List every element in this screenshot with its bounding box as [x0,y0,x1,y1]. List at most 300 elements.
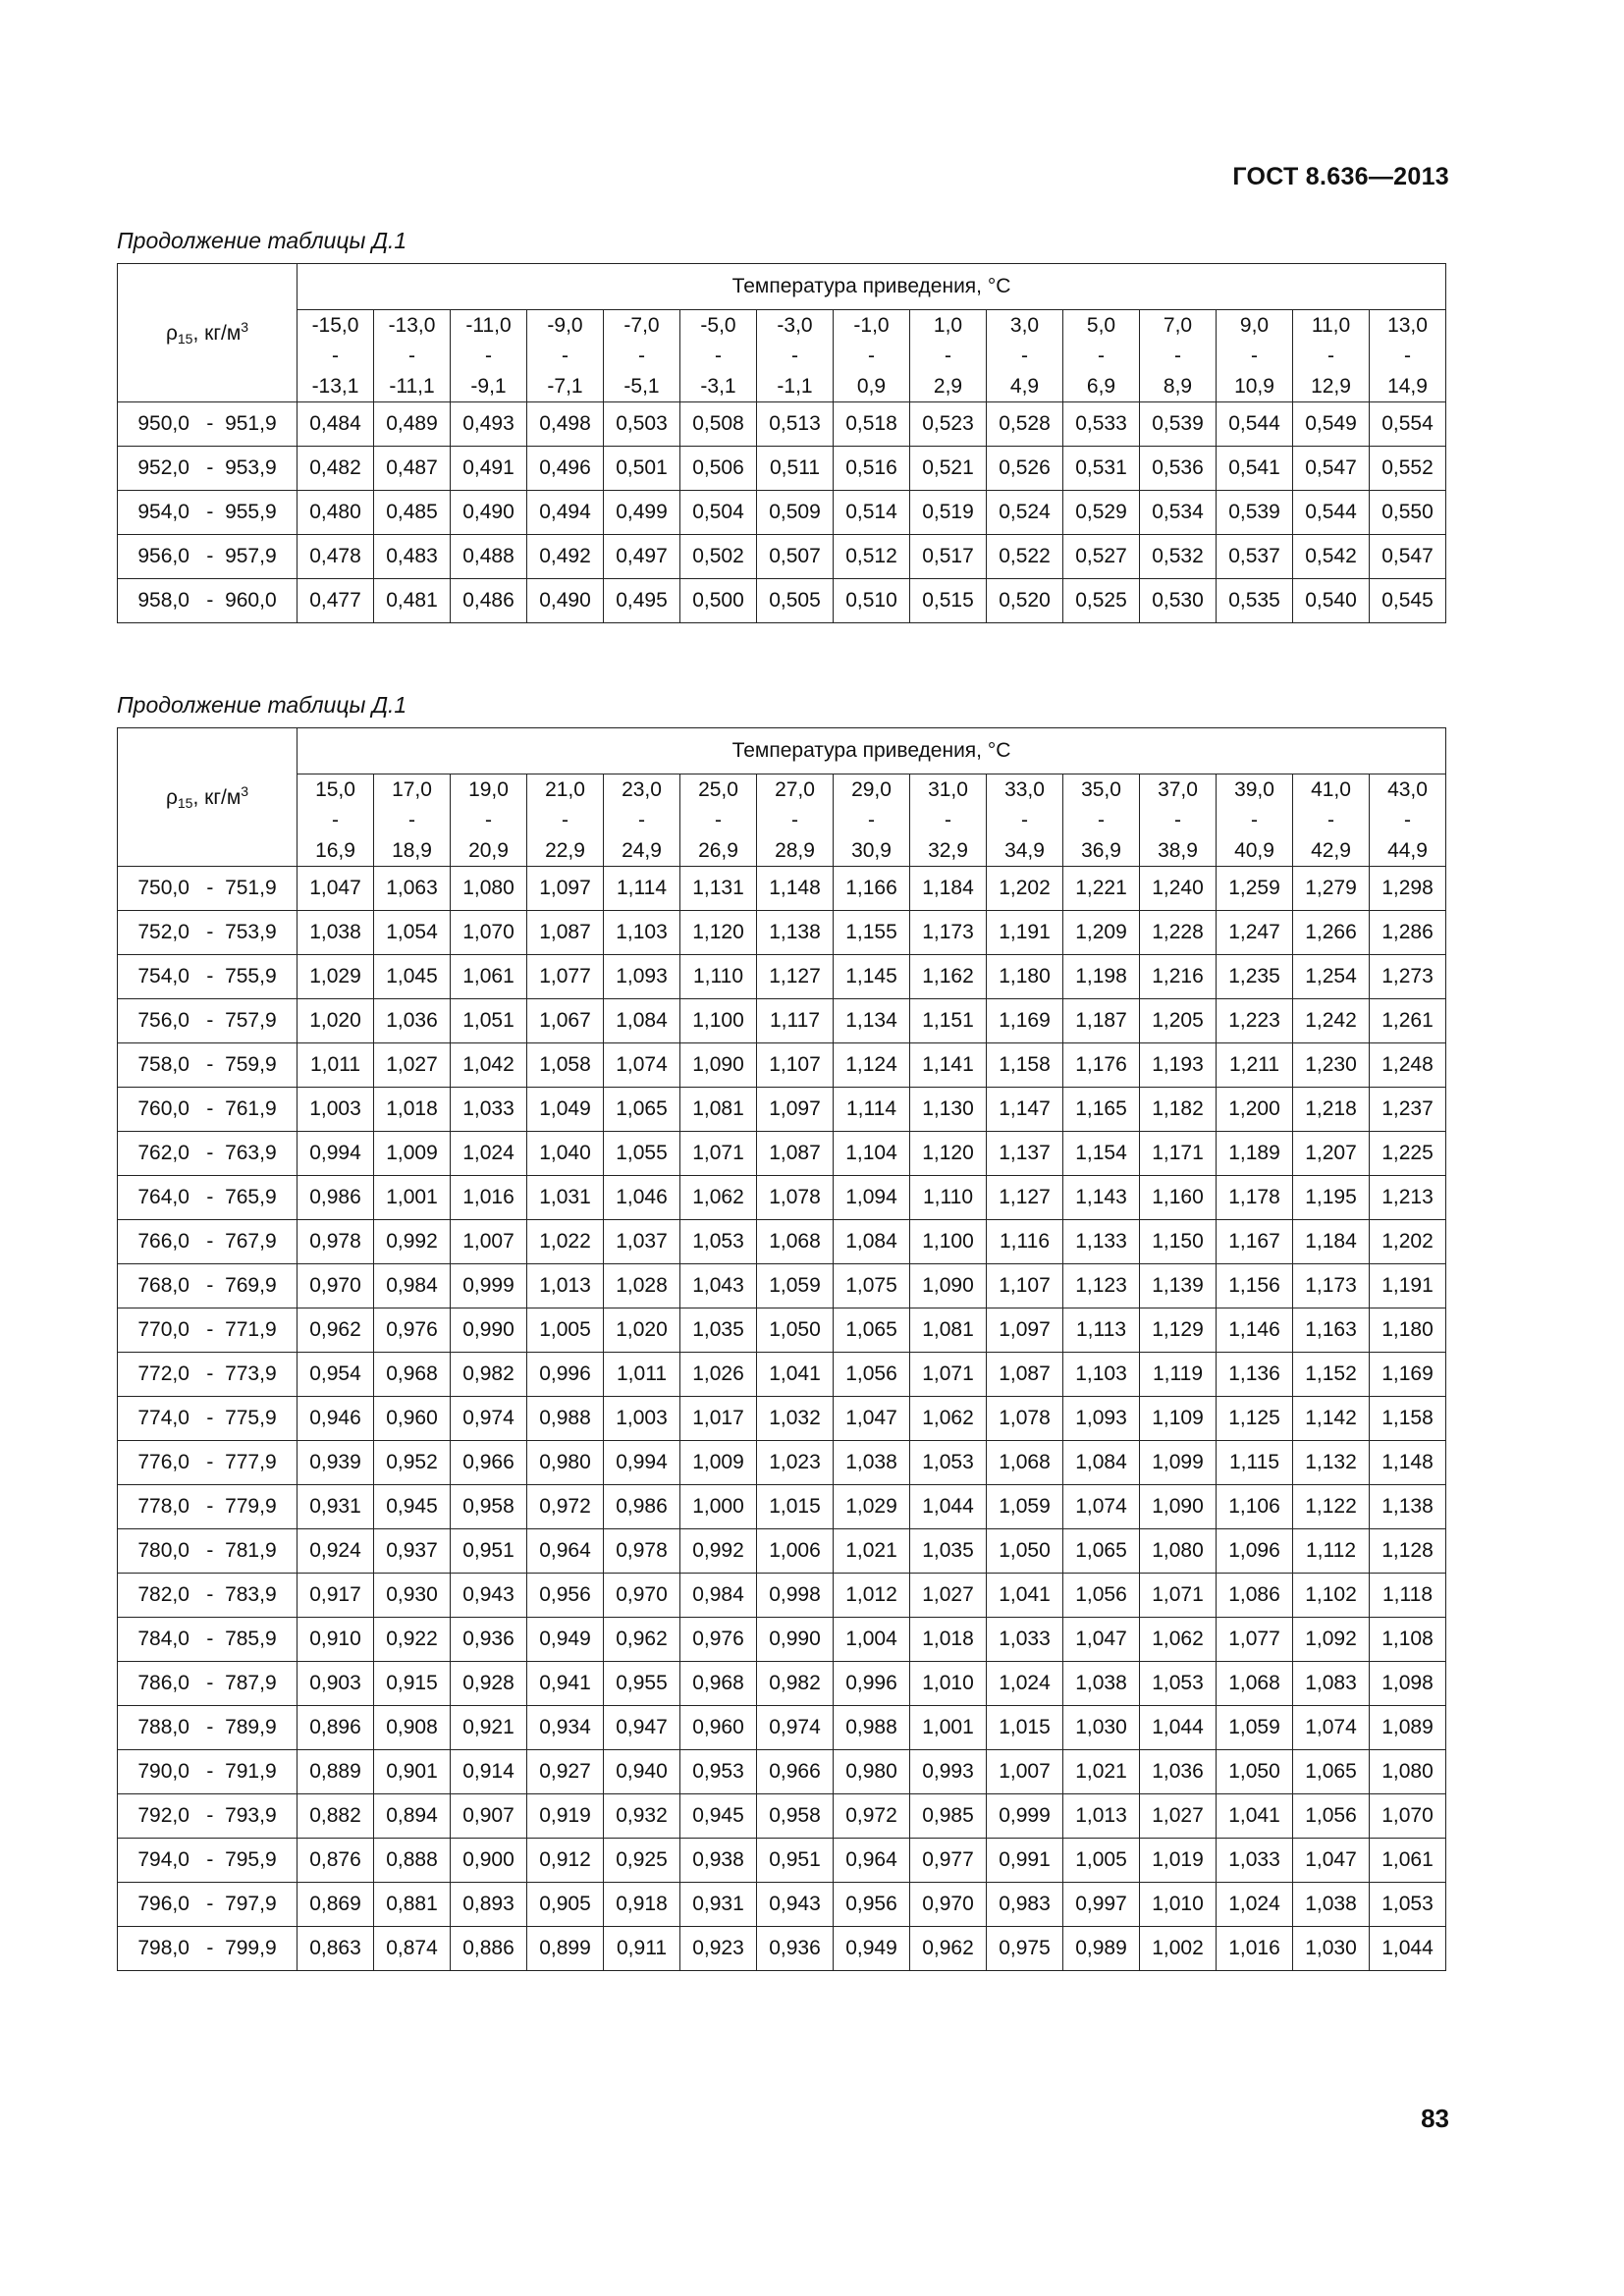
value-cell: 1,173 [910,911,987,955]
temperature-range-from: 43,0 [1387,778,1428,801]
value-cell: 0,477 [298,579,374,623]
value-cell: 0,931 [298,1485,374,1529]
value-cell: 1,080 [1370,1750,1446,1794]
value-cell: 1,097 [527,867,604,911]
value-cell: 1,062 [1140,1618,1217,1662]
value-cell: 1,182 [1140,1088,1217,1132]
value-cell: 1,191 [1370,1264,1446,1308]
table-row [118,535,1446,579]
density-range-cell: 766,0 - 767,9 [118,1220,298,1264]
value-cell: 0,982 [451,1353,527,1397]
value-cell: 1,097 [757,1088,834,1132]
table-row [118,1353,1446,1397]
temperature-range-to: -3,1 [700,375,736,398]
value-cell: 1,061 [1370,1839,1446,1883]
value-cell: 0,876 [298,1839,374,1883]
value-cell: 1,050 [757,1308,834,1353]
temperature-range-dash: - [1098,809,1105,831]
value-cell: 0,886 [451,1927,527,1971]
value-cell: 1,087 [757,1132,834,1176]
value-cell: 1,004 [834,1618,910,1662]
temperature-range-header [1140,774,1217,867]
temperature-range-dash: - [1327,345,1334,367]
value-cell: 1,009 [374,1132,451,1176]
value-cell: 0,523 [910,402,987,447]
value-cell: 1,033 [451,1088,527,1132]
value-cell: 1,205 [1140,999,1217,1043]
value-cell: 0,507 [757,535,834,579]
density-range-cell: 798,0 - 799,9 [118,1927,298,1971]
value-cell: 1,075 [834,1264,910,1308]
value-cell: 0,918 [604,1883,680,1927]
value-cell: 0,488 [451,535,527,579]
temperature-range-header [1217,310,1293,402]
value-cell: 1,123 [1063,1264,1140,1308]
value-cell: 0,930 [374,1574,451,1618]
value-cell: 0,972 [834,1794,910,1839]
temperature-range-to: 8,9 [1163,375,1193,398]
value-cell: 0,986 [604,1485,680,1529]
value-cell: 1,087 [527,911,604,955]
value-cell: 1,127 [757,955,834,999]
page-number: 83 [1421,2104,1449,2133]
value-cell: 1,247 [1217,911,1293,955]
value-cell: 0,994 [298,1132,374,1176]
value-cell: 1,074 [1063,1485,1140,1529]
value-cell: 1,098 [1370,1662,1446,1706]
value-cell: 0,508 [680,402,757,447]
value-cell: 0,540 [1293,579,1370,623]
table-row [118,955,1446,999]
value-cell: 1,103 [1063,1353,1140,1397]
value-cell: 0,984 [374,1264,451,1308]
table-row [118,1706,1446,1750]
value-cell: 1,043 [680,1264,757,1308]
table-row [118,1750,1446,1794]
value-cell: 1,003 [604,1397,680,1441]
value-cell: 1,248 [1370,1043,1446,1088]
value-cell: 0,896 [298,1706,374,1750]
value-cell: 0,498 [527,402,604,447]
value-cell: 1,011 [298,1043,374,1088]
temperature-range-dash: - [332,345,339,367]
value-cell: 1,065 [834,1308,910,1353]
value-cell: 1,062 [910,1397,987,1441]
value-cell: 1,047 [298,867,374,911]
value-cell: 1,012 [834,1574,910,1618]
value-cell: 0,938 [680,1839,757,1883]
value-cell: 1,011 [604,1353,680,1397]
value-cell: 1,150 [1140,1220,1217,1264]
value-cell: 0,545 [1370,579,1446,623]
table-row [118,1220,1446,1264]
density-range-cell: 794,0 - 795,9 [118,1839,298,1883]
table-row [118,1264,1446,1308]
temperature-range-from: 41,0 [1311,778,1351,801]
temperature-range-to: 6,9 [1086,375,1116,398]
temperature-range-dash: - [638,809,645,831]
temperature-range-header [910,774,987,867]
value-cell: 1,152 [1293,1353,1370,1397]
value-cell: 0,939 [298,1441,374,1485]
value-cell: 1,038 [834,1441,910,1485]
value-cell: 1,100 [680,999,757,1043]
value-cell: 1,061 [451,955,527,999]
table-row [118,447,1446,491]
density-range-cell: 792,0 - 793,9 [118,1794,298,1839]
value-cell: 1,027 [910,1574,987,1618]
value-cell: 0,528 [987,402,1063,447]
value-cell: 1,020 [604,1308,680,1353]
value-cell: 1,162 [910,955,987,999]
value-cell: 1,065 [1063,1529,1140,1574]
temperature-range-from: 5,0 [1086,314,1116,337]
value-cell: 0,899 [527,1927,604,1971]
value-cell: 1,103 [604,911,680,955]
value-cell: 0,925 [604,1839,680,1883]
value-cell: 0,518 [834,402,910,447]
value-cell: 1,156 [1217,1264,1293,1308]
density-range-cell: 954,0 - 955,9 [118,491,298,535]
value-cell: 0,919 [527,1794,604,1839]
value-cell: 1,141 [910,1043,987,1088]
value-cell: 0,960 [374,1397,451,1441]
value-cell: 1,016 [1217,1927,1293,1971]
value-cell: 0,554 [1370,402,1446,447]
value-cell: 1,033 [987,1618,1063,1662]
value-cell: 1,053 [1370,1883,1446,1927]
temperature-range-dash: - [1098,345,1105,367]
value-cell: 1,056 [834,1353,910,1397]
temperature-range-from: -1,0 [853,314,890,337]
value-cell: 0,978 [604,1529,680,1574]
value-cell: 1,166 [834,867,910,911]
value-cell: 1,077 [527,955,604,999]
value-cell: 0,534 [1140,491,1217,535]
value-cell: 0,917 [298,1574,374,1618]
value-cell: 0,976 [680,1618,757,1662]
value-cell: 1,102 [1293,1574,1370,1618]
temperature-range-dash: - [1251,345,1258,367]
value-cell: 1,071 [680,1132,757,1176]
temperature-range-header [1063,310,1140,402]
temperature-range-from: 27,0 [775,778,815,801]
value-cell: 1,055 [604,1132,680,1176]
density-range-cell: 952,0 - 953,9 [118,447,298,491]
value-cell: 1,143 [1063,1176,1140,1220]
value-cell: 1,167 [1217,1220,1293,1264]
value-cell: 1,084 [604,999,680,1043]
temperature-range-to: 16,9 [315,839,355,862]
value-cell: 1,078 [757,1176,834,1220]
value-cell: 0,889 [298,1750,374,1794]
value-cell: 1,071 [1140,1574,1217,1618]
temperature-range-header [298,310,374,402]
value-cell: 1,070 [451,911,527,955]
table2-caption: Продолжение таблицы Д.1 [117,692,407,718]
value-cell: 1,070 [1370,1794,1446,1839]
value-cell: 1,041 [1217,1794,1293,1839]
value-cell: 1,081 [910,1308,987,1353]
value-cell: 1,169 [987,999,1063,1043]
value-cell: 1,116 [987,1220,1063,1264]
value-cell: 0,964 [834,1839,910,1883]
table-row [118,1883,1446,1927]
temperature-range-from: 29,0 [851,778,892,801]
value-cell: 1,237 [1370,1088,1446,1132]
value-cell: 0,996 [834,1662,910,1706]
temperature-range-dash: - [485,345,492,367]
value-cell: 1,114 [834,1088,910,1132]
value-cell: 1,134 [834,999,910,1043]
value-cell: 1,180 [1370,1308,1446,1353]
value-cell: 0,945 [374,1485,451,1529]
value-cell: 0,520 [987,579,1063,623]
value-cell: 1,005 [1063,1839,1140,1883]
value-cell: 1,037 [604,1220,680,1264]
value-cell: 1,184 [1293,1220,1370,1264]
value-cell: 0,484 [298,402,374,447]
temperature-range-dash: - [715,345,722,367]
value-cell: 0,499 [604,491,680,535]
value-cell: 1,024 [451,1132,527,1176]
temperature-range-header [1140,310,1217,402]
value-cell: 1,038 [1063,1662,1140,1706]
value-cell: 1,189 [1217,1132,1293,1176]
value-cell: 1,122 [1293,1485,1370,1529]
temperature-range-to: -9,1 [470,375,507,398]
density-range-cell: 782,0 - 783,9 [118,1574,298,1618]
temperature-range-from: 13,0 [1387,314,1428,337]
value-cell: 1,041 [757,1353,834,1397]
value-cell: 0,493 [451,402,527,447]
value-cell: 0,990 [757,1618,834,1662]
value-cell: 1,187 [1063,999,1140,1043]
value-cell: 0,530 [1140,579,1217,623]
value-cell: 0,903 [298,1662,374,1706]
value-cell: 0,506 [680,447,757,491]
temperature-range-to: 36,9 [1081,839,1121,862]
temperature-range-header [834,774,910,867]
value-cell: 1,132 [1293,1441,1370,1485]
temperature-range-to: -13,1 [311,375,359,398]
value-cell: 0,907 [451,1794,527,1839]
temperature-range-header [680,774,757,867]
value-cell: 1,010 [1140,1883,1217,1927]
value-cell: 1,240 [1140,867,1217,911]
value-cell: 0,946 [298,1397,374,1441]
value-cell: 1,093 [604,955,680,999]
value-cell: 1,021 [834,1529,910,1574]
value-cell: 1,139 [1140,1264,1217,1308]
table-row [118,999,1446,1043]
value-cell: 1,065 [604,1088,680,1132]
temperature-range-header [680,310,757,402]
value-cell: 1,112 [1293,1529,1370,1574]
value-cell: 0,482 [298,447,374,491]
value-cell: 0,914 [451,1750,527,1794]
value-cell: 0,874 [374,1927,451,1971]
value-cell: 1,027 [1140,1794,1217,1839]
temperature-range-from: 23,0 [622,778,662,801]
value-cell: 0,881 [374,1883,451,1927]
value-cell: 0,928 [451,1662,527,1706]
value-cell: 1,093 [1063,1397,1140,1441]
value-cell: 1,151 [910,999,987,1043]
value-cell: 1,184 [910,867,987,911]
value-cell: 1,108 [1370,1618,1446,1662]
temperature-range-header [451,310,527,402]
value-cell: 1,062 [680,1176,757,1220]
value-cell: 1,173 [1293,1264,1370,1308]
value-cell: 0,900 [451,1839,527,1883]
temperature-range-header [1370,310,1446,402]
temperature-range-header [1293,310,1370,402]
value-cell: 0,517 [910,535,987,579]
value-cell: 0,968 [374,1353,451,1397]
temperature-range-header [757,774,834,867]
value-cell: 1,053 [1140,1662,1217,1706]
value-cell: 0,490 [527,579,604,623]
value-cell: 0,910 [298,1618,374,1662]
temperature-range-header [527,774,604,867]
value-cell: 1,279 [1293,867,1370,911]
value-cell: 1,129 [1140,1308,1217,1353]
value-cell: 1,266 [1293,911,1370,955]
temperature-range-header [527,310,604,402]
value-cell: 1,146 [1217,1308,1293,1353]
value-cell: 1,044 [1140,1706,1217,1750]
value-cell: 1,035 [680,1308,757,1353]
value-cell: 0,512 [834,535,910,579]
value-cell: 0,888 [374,1839,451,1883]
value-cell: 1,047 [1063,1618,1140,1662]
temperature-range-from: 37,0 [1158,778,1198,801]
value-cell: 1,015 [757,1485,834,1529]
temperature-range-header [1370,774,1446,867]
density-range-cell: 778,0 - 779,9 [118,1485,298,1529]
value-cell: 1,024 [1217,1883,1293,1927]
value-cell: 0,970 [910,1883,987,1927]
value-cell: 0,960 [680,1706,757,1750]
value-cell: 0,550 [1370,491,1446,535]
value-cell: 0,956 [834,1883,910,1927]
value-cell: 1,158 [987,1043,1063,1088]
value-cell: 1,000 [680,1485,757,1529]
value-cell: 1,015 [987,1706,1063,1750]
value-cell: 1,202 [1370,1220,1446,1264]
temperature-range-dash: - [791,809,798,831]
value-cell: 0,915 [374,1662,451,1706]
density-range-cell: 768,0 - 769,9 [118,1264,298,1308]
value-cell: 0,943 [757,1883,834,1927]
density-range-cell: 780,0 - 781,9 [118,1529,298,1574]
value-cell: 1,165 [1063,1088,1140,1132]
value-cell: 1,235 [1217,955,1293,999]
value-cell: 1,029 [298,955,374,999]
density-range-cell: 762,0 - 763,9 [118,1132,298,1176]
value-cell: 0,908 [374,1706,451,1750]
value-cell: 1,044 [1370,1927,1446,1971]
temperature-range-from: 11,0 [1311,314,1351,337]
value-cell: 0,509 [757,491,834,535]
value-cell: 0,951 [757,1839,834,1883]
value-cell: 1,050 [987,1529,1063,1574]
value-cell: 1,059 [987,1485,1063,1529]
value-cell: 1,261 [1370,999,1446,1043]
temperature-header: Температура приведения, °С [298,264,1446,310]
value-cell: 1,138 [757,911,834,955]
temperature-range-from: 19,0 [468,778,509,801]
temperature-range-to: -11,1 [389,375,435,398]
value-cell: 0,536 [1140,447,1217,491]
value-cell: 1,221 [1063,867,1140,911]
value-cell: 1,033 [1217,1839,1293,1883]
value-cell: 0,997 [1063,1883,1140,1927]
temperature-range-to: 38,9 [1158,839,1198,862]
value-cell: 0,983 [987,1883,1063,1927]
temperature-range-dash: - [1174,345,1181,367]
value-cell: 1,169 [1370,1353,1446,1397]
temperature-range-dash: - [408,345,415,367]
table-row [118,1485,1446,1529]
value-cell: 0,980 [527,1441,604,1485]
value-cell: 0,992 [680,1529,757,1574]
value-cell: 1,211 [1217,1043,1293,1088]
value-cell: 0,533 [1063,402,1140,447]
value-cell: 1,117 [757,999,834,1043]
temperature-range-from: -13,0 [388,314,436,337]
value-cell: 1,120 [910,1132,987,1176]
value-cell: 0,986 [298,1176,374,1220]
value-cell: 1,019 [1140,1839,1217,1883]
value-cell: 1,133 [1063,1220,1140,1264]
temperature-range-from: 25,0 [698,778,738,801]
table-row [118,1308,1446,1353]
value-cell: 0,539 [1140,402,1217,447]
value-cell: 0,949 [834,1927,910,1971]
value-cell: 0,527 [1063,535,1140,579]
temperature-range-header [374,774,451,867]
table-row [118,911,1446,955]
density-range-cell: 774,0 - 775,9 [118,1397,298,1441]
value-cell: 0,977 [910,1839,987,1883]
value-cell: 0,985 [910,1794,987,1839]
temperature-range-from: -11,0 [465,314,512,337]
temperature-range-header [298,774,374,867]
temperature-range-header [834,310,910,402]
temperature-range-dash: - [485,809,492,831]
temperature-range-from: 15,0 [315,778,355,801]
value-cell: 1,068 [987,1441,1063,1485]
value-cell: 1,035 [910,1529,987,1574]
value-cell: 0,535 [1217,579,1293,623]
temperature-range-dash: - [868,345,875,367]
temperature-range-header [451,774,527,867]
value-cell: 1,090 [680,1043,757,1088]
value-cell: 1,022 [527,1220,604,1264]
value-cell: 0,541 [1217,447,1293,491]
value-cell: 1,002 [1140,1927,1217,1971]
value-cell: 1,124 [834,1043,910,1088]
table1 [117,263,1446,623]
table-row [118,1441,1446,1485]
value-cell: 1,068 [1217,1662,1293,1706]
value-cell: 1,148 [757,867,834,911]
temperature-range-header [987,310,1063,402]
value-cell: 0,489 [374,402,451,447]
value-cell: 0,974 [451,1397,527,1441]
